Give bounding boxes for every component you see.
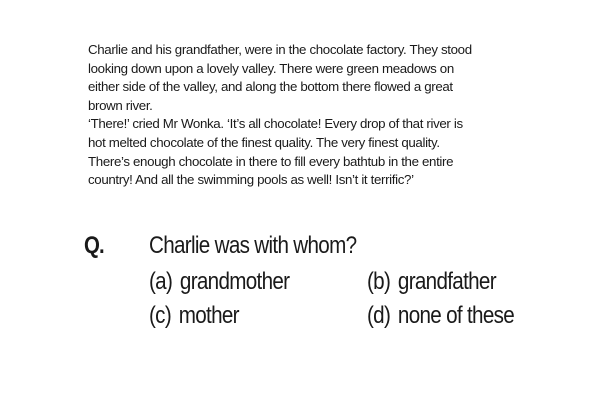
option-letter: (a)	[149, 268, 173, 295]
reading-passage	[88, 41, 538, 190]
passage-line: either side of the valley, and along the bottom there flowed a great	[88, 79, 453, 95]
passage-line: brown river.	[88, 97, 153, 113]
passage-line: ‘There!’ cried Mr Wonka. ‘It’s all chocolate! Every drop of that river is	[88, 116, 463, 132]
question-block	[84, 232, 554, 332]
option-letter: (b)	[367, 268, 391, 295]
option-text: grandfather	[397, 268, 496, 295]
question-text: Charlie was with whom?	[149, 232, 357, 259]
option-text: none of these	[397, 302, 515, 329]
passage-line: There’s enough chocolate in there to fill every bathtub in the entire	[88, 153, 454, 169]
passage-line: hot melted chocolate of the finest quality. The very finest quality.	[88, 134, 440, 150]
option-d[interactable]	[367, 302, 514, 330]
option-text: mother	[178, 302, 239, 329]
option-b[interactable]	[367, 268, 496, 296]
option-c[interactable]	[149, 302, 239, 330]
passage-line: Charlie and his grandfather, were in the chocolate factory. They stood	[88, 42, 472, 57]
option-a[interactable]	[149, 268, 289, 296]
option-letter: (d)	[367, 302, 391, 329]
question-marker: Q.	[84, 232, 104, 259]
option-letter: (c)	[149, 302, 172, 329]
option-text: grandmother	[179, 268, 290, 295]
passage-line: country! And all the swimming pools as well! Isn’t it terrific?’	[88, 172, 414, 188]
passage-line: looking down upon a lovely valley. There were green meadows on	[88, 60, 454, 76]
